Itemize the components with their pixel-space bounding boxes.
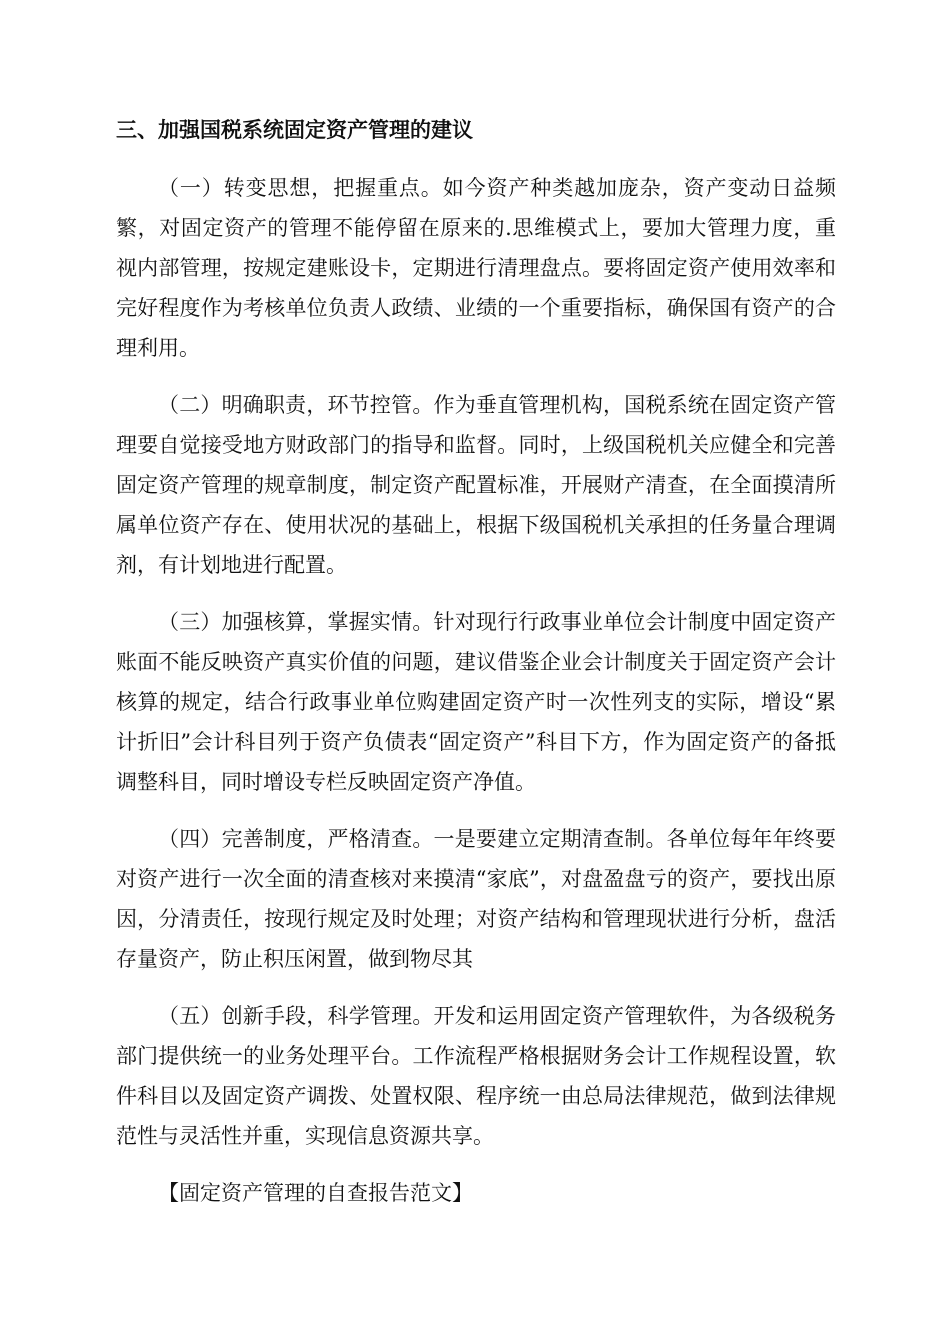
paragraph-4: （四）完善制度，严格清查。一是要建立定期清查制。各单位每年年终要对资产进行一次全面的清查核对来摸清“家底”，对盘盈盘亏的资产，要找出原因，分清责任，按现行规定及时处理；对资产结构和管理现状进行分析，盘活存量资产，防止积压闲置，做到物尽其 bbox=[116, 827, 836, 971]
section-heading: 三、加强国税系统固定资产管理的建议 bbox=[116, 117, 473, 142]
paragraph-2: （二）明确职责，环节控管。作为垂直管理机构，国税系统在固定资产管理要自觉接受地方财政部门的指导和监督。同时，上级国税机关应健全和完善固定资产管理的规章制度，制定资产配置标准，开展财产清查，在全面摸清所属单位资产存在、使用状况的基础上，根据下级国税机关承担的任务量合理调剂，有计划地进行配置。 bbox=[116, 393, 836, 577]
paragraph-3: （三）加强核算，掌握实情。针对现行行政事业单位会计制度中固定资产账面不能反映资产真实价值的问题，建议借鉴企业会计制度关于固定资产会计核算的规定，结合行政事业单位购建固定资产时一次性列支的实际，增设“累计折旧”会计科目列于资产负债表“固定资产”科目下方，作为固定资产的备抵调整科目，同时增设专栏反映固定资产净值。 bbox=[116, 610, 836, 794]
closing-title: 【固定资产管理的自查报告范文】 bbox=[158, 1181, 473, 1205]
paragraph-1: （一）转变思想，把握重点。如今资产种类越加庞杂，资产变动日益频繁，对固定资产的管理不能停留在原来的.思维模式上，要加大管理力度，重视内部管理，按规定建账设卡，定期进行清理盘点。要将固定资产使用效率和完好程度作为考核单位负责人政绩、业绩的一个重要指标，确保国有资产的合理利用。 bbox=[116, 176, 836, 360]
document-body bbox=[116, 112, 836, 1213]
paragraph-5: （五）创新手段，科学管理。开发和运用固定资产管理软件，为各级税务部门提供统一的业务处理平台。工作流程严格根据财务会计工作规程设置，软件科目以及固定资产调拨、处置权限、程序统一由总局法律规范，做到法律规范性与灵活性并重，实现信息资源共享。 bbox=[116, 1004, 836, 1148]
